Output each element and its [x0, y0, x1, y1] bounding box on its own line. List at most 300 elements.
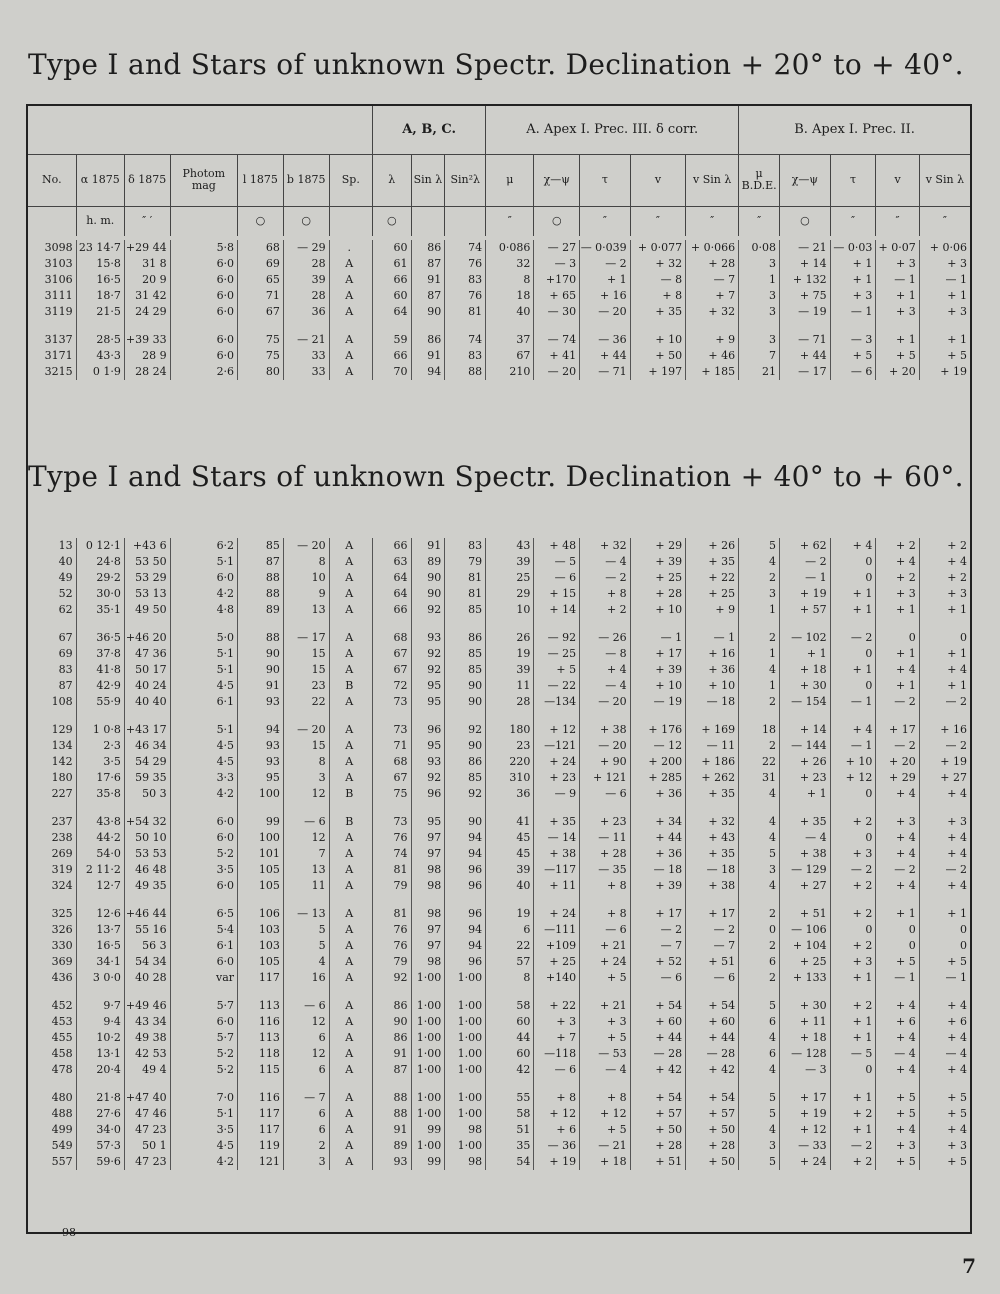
cell: 81 — [372, 862, 411, 878]
cell: 15 — [283, 646, 329, 662]
cell: 31 42 — [124, 288, 170, 304]
cell: 92 — [445, 786, 486, 802]
unit-6 — [329, 206, 372, 236]
cell: + 5 — [919, 1106, 970, 1122]
cell: 31 8 — [124, 256, 170, 272]
cell: 6 — [486, 922, 534, 938]
cell: 41 — [486, 814, 534, 830]
cell: 91 — [238, 678, 284, 694]
cell: + 44 — [780, 348, 831, 364]
cell: + 28 — [630, 586, 685, 602]
cell: 452 — [51, 999, 73, 1012]
cell: 95 — [411, 678, 445, 694]
table-row — [28, 906, 970, 922]
cell: + 1 — [580, 272, 631, 288]
cell: + 2 — [830, 1106, 876, 1122]
cell: + 52 — [630, 954, 685, 970]
cell: 1·00 — [411, 1138, 445, 1154]
cell: 12·7 — [76, 878, 124, 894]
cell: A — [329, 862, 372, 878]
cell: — 33 — [780, 1138, 831, 1154]
cell: 98 — [445, 1154, 486, 1170]
table-row — [28, 538, 970, 554]
cell: 90 — [445, 694, 486, 710]
cell: — 20 — [283, 722, 329, 738]
cell: 65 — [238, 272, 284, 288]
col-header-4: l 1875 — [238, 154, 284, 206]
cell: + 39 — [630, 878, 685, 894]
cell: + 2 — [919, 538, 970, 554]
cell: 21 — [739, 364, 780, 380]
cell: 43 34 — [124, 1014, 170, 1030]
cell: 28 — [283, 256, 329, 272]
cell: — 71 — [580, 364, 631, 380]
cell: 4 — [739, 1122, 780, 1138]
cell: + 28 — [630, 1138, 685, 1154]
cell: + 25 — [534, 954, 580, 970]
cell: 21·8 — [76, 1090, 124, 1106]
cell: 91 — [411, 272, 445, 288]
cell: + 6 — [919, 1014, 970, 1030]
cell: + 16 — [919, 722, 970, 738]
cell: 6·0 — [170, 288, 237, 304]
cell: 85 — [445, 770, 486, 786]
cell: — 7 — [686, 938, 739, 954]
cell: 0·08 — [739, 240, 780, 256]
row-gap — [28, 986, 970, 998]
cell: — 9 — [534, 786, 580, 802]
cell: — 36 — [580, 332, 631, 348]
table-row — [28, 348, 970, 364]
cell: +140 — [534, 970, 580, 986]
cell: 4 — [739, 554, 780, 570]
cell: 19 — [486, 906, 534, 922]
cell: + 5 — [919, 954, 970, 970]
cell: 7 — [739, 348, 780, 364]
col-header-11: χ—ψ — [534, 154, 580, 206]
cell: 40 24 — [124, 678, 170, 694]
cell: + 4 — [919, 662, 970, 678]
cell: 0 — [830, 830, 876, 846]
cell: 54 — [486, 1154, 534, 1170]
cell: — 92 — [534, 630, 580, 646]
table-row — [28, 938, 970, 954]
col-header-14: v Sin λ — [686, 154, 739, 206]
cell: 11 — [283, 878, 329, 894]
cell: 66 — [372, 602, 411, 618]
cell: 98 — [411, 862, 445, 878]
cell: 4·5 — [170, 738, 237, 754]
cell: + 25 — [780, 954, 831, 970]
cell: + 3 — [876, 586, 919, 602]
cell: + 5 — [580, 970, 631, 986]
col-header-7: λ — [373, 154, 412, 206]
cell: 76 — [445, 256, 486, 272]
cell: + 32 — [580, 538, 631, 554]
cell: + 11 — [780, 1014, 831, 1030]
cell: 6 — [283, 1106, 329, 1122]
cell: + 1 — [830, 586, 876, 602]
cell: 16·5 — [76, 938, 124, 954]
cell: 1 — [739, 646, 780, 662]
cell: A — [329, 1062, 372, 1078]
cell: 92 — [411, 770, 445, 786]
cell: + 35 — [686, 846, 739, 862]
cell: — 3 — [534, 256, 580, 272]
cell: 369 — [51, 955, 73, 968]
cell: 28 24 — [124, 364, 170, 380]
cell: 5·2 — [170, 846, 237, 862]
cell: 2 — [739, 570, 780, 586]
cell: — 2 — [830, 630, 876, 646]
cell: 237 — [51, 815, 73, 828]
cell: — 21 — [780, 240, 831, 256]
cell: 4 — [739, 1062, 780, 1078]
cell: — 20 — [580, 738, 631, 754]
cell: 73 — [372, 814, 411, 830]
row-gap — [28, 1078, 970, 1090]
cell: + 3 — [919, 1138, 970, 1154]
cell: + 5 — [919, 1154, 970, 1170]
cell: 50 3 — [124, 786, 170, 802]
cell: 98 — [445, 1122, 486, 1138]
cell: 90 — [445, 678, 486, 694]
cell: 3 — [739, 288, 780, 304]
table-row — [28, 630, 970, 646]
cell: 91 — [411, 348, 445, 364]
cell: 5·4 — [170, 922, 237, 938]
cell: + 17 — [630, 906, 685, 922]
cell: 3 — [739, 1138, 780, 1154]
cell: + 10 — [630, 602, 685, 618]
unit-15: ″ — [739, 206, 780, 236]
col-header-2: δ 1875 — [124, 154, 170, 206]
cell: 36·5 — [76, 630, 124, 646]
table-row — [28, 364, 970, 380]
cell: 103 — [238, 922, 284, 938]
cell: + 2 — [830, 906, 876, 922]
cell: 100 — [238, 830, 284, 846]
cell: 9 — [283, 586, 329, 602]
cell: 41·8 — [76, 662, 124, 678]
table-row — [28, 1030, 970, 1046]
cell: 79 — [372, 878, 411, 894]
cell: + 17 — [876, 722, 919, 738]
cell: — 144 — [780, 738, 831, 754]
col-header-19: v Sin λ — [919, 154, 970, 206]
cell: 50 1 — [124, 1138, 170, 1154]
cell: 68 — [238, 240, 284, 256]
cell: + 60 — [630, 1014, 685, 1030]
cell: +43 6 — [124, 538, 170, 554]
cell: 6·0 — [170, 878, 237, 894]
cell: + 1 — [876, 332, 919, 348]
cell: 27·6 — [76, 1106, 124, 1122]
cell: — 20 — [580, 304, 631, 320]
cell: + 12 — [534, 1106, 580, 1122]
table-row — [28, 770, 970, 786]
cell: 94 — [411, 364, 445, 380]
table-row — [28, 272, 970, 288]
cell: 5·2 — [170, 1062, 237, 1078]
cell: + 50 — [630, 1122, 685, 1138]
cell: A — [329, 938, 372, 954]
row-gap — [28, 710, 970, 722]
cell: 92 — [411, 662, 445, 678]
cell: 436 — [51, 971, 73, 984]
cell: 4·5 — [170, 754, 237, 770]
cell: 94 — [445, 938, 486, 954]
cell: 96 — [445, 906, 486, 922]
cell: 83 — [445, 538, 486, 554]
cell: — 2 — [686, 922, 739, 938]
cell: 36 — [486, 786, 534, 802]
cell: 0 — [830, 678, 876, 694]
cell: 5 — [739, 1106, 780, 1122]
cell: +49 46 — [124, 998, 170, 1014]
cell: 13 — [58, 539, 73, 552]
cell: 8 — [486, 272, 534, 288]
col-header-17: τ — [830, 154, 876, 206]
cell: 499 — [51, 1123, 73, 1136]
cell: 2 — [739, 694, 780, 710]
cell: 5·7 — [170, 1030, 237, 1046]
cell: 92 — [411, 646, 445, 662]
cell: 17·6 — [76, 770, 124, 786]
cell: + 36 — [686, 662, 739, 678]
cell: + 4 — [876, 1030, 919, 1046]
cell: 0 — [919, 630, 970, 646]
cell: 1 — [739, 272, 780, 288]
cell: — 17 — [780, 364, 831, 380]
cell: A — [329, 304, 372, 320]
cell: 75 — [238, 332, 284, 348]
cell: 90 — [238, 662, 284, 678]
cell: 3 — [739, 256, 780, 272]
cell: — 30 — [534, 304, 580, 320]
cell: —134 — [534, 694, 580, 710]
cell: 76 — [372, 922, 411, 938]
cell: 42·9 — [76, 678, 124, 694]
cell: 3 — [283, 770, 329, 786]
cell: + 5 — [876, 1090, 919, 1106]
cell: 16 — [283, 970, 329, 986]
cell: 98 — [411, 906, 445, 922]
cell: + 32 — [686, 304, 739, 320]
cell: — 8 — [580, 646, 631, 662]
cell: 50 10 — [124, 830, 170, 846]
cell: 68 — [372, 754, 411, 770]
cell: — 4 — [780, 830, 831, 846]
cell: + 5 — [876, 954, 919, 970]
cell: + 4 — [876, 846, 919, 862]
cell: + 1 — [830, 272, 876, 288]
cell: 3171 — [44, 349, 73, 362]
cell: 6·2 — [170, 538, 237, 554]
cell: + 35 — [686, 786, 739, 802]
cell: 34·0 — [76, 1122, 124, 1138]
col-header-5: b 1875 — [283, 154, 329, 206]
cell: 5·8 — [170, 240, 237, 256]
cell: 90 — [411, 570, 445, 586]
cell: 18 — [739, 722, 780, 738]
cell: 92 — [411, 602, 445, 618]
cell: + 2 — [830, 814, 876, 830]
cell: + 1 — [780, 786, 831, 802]
cell: + 5 — [580, 1122, 631, 1138]
cell: 94 — [445, 922, 486, 938]
group-blank — [28, 106, 373, 154]
cell: 66 — [372, 538, 411, 554]
cell: + 42 — [686, 1062, 739, 1078]
cell: + 26 — [780, 754, 831, 770]
cell: + 39 — [630, 554, 685, 570]
cell: + 38 — [534, 846, 580, 862]
cell: + 30 — [780, 678, 831, 694]
cell: 67 — [372, 662, 411, 678]
group-b: B. Apex I. Prec. II. — [739, 106, 970, 154]
unit-8 — [411, 206, 445, 236]
table-row — [28, 1138, 970, 1154]
cell: + 104 — [780, 938, 831, 954]
cell: A — [329, 1030, 372, 1046]
cell: 88 — [238, 586, 284, 602]
cell: — 20 — [580, 694, 631, 710]
cell: — 35 — [580, 862, 631, 878]
cell: var — [170, 970, 237, 986]
cell: + 4 — [876, 998, 919, 1014]
title-middle: Type I and Stars of unknown Spectr. Declination + 40° to + 60°. — [28, 460, 964, 493]
cell: 12·6 — [76, 906, 124, 922]
cell: 142 — [51, 755, 73, 768]
cell: + 15 — [534, 586, 580, 602]
cell: + 19 — [780, 586, 831, 602]
cell: 53 50 — [124, 554, 170, 570]
cell: 72 — [372, 678, 411, 694]
cell: + 12 — [580, 1106, 631, 1122]
cell: + 50 — [686, 1122, 739, 1138]
cell: + 8 — [580, 906, 631, 922]
cell: B — [329, 786, 372, 802]
cell: — 18 — [686, 694, 739, 710]
cell: + 54 — [686, 1090, 739, 1106]
cell: 5 — [739, 1154, 780, 1170]
cell: — 14 — [534, 830, 580, 846]
cell: — 2 — [830, 1138, 876, 1154]
cell: 4·2 — [170, 586, 237, 602]
cell: +170 — [534, 272, 580, 288]
cell: 5 — [739, 538, 780, 554]
cell: 15 — [283, 738, 329, 754]
cell: A — [329, 602, 372, 618]
row-gap — [28, 802, 970, 814]
table-row — [28, 954, 970, 970]
cell: — 29 — [283, 240, 329, 256]
page-number: 7 — [962, 1254, 976, 1278]
cell: + 1 — [876, 602, 919, 618]
cell: 75 — [372, 786, 411, 802]
cell: 83 — [58, 663, 73, 676]
cell: — 27 — [534, 240, 580, 256]
cell: 1·00 — [411, 1046, 445, 1062]
cell: 69 — [238, 256, 284, 272]
cell: A — [329, 332, 372, 348]
cell: + 2 — [830, 998, 876, 1014]
cell: 5 — [283, 922, 329, 938]
cell: + 0·066 — [686, 240, 739, 256]
cell: + 1 — [919, 678, 970, 694]
cell: 88 — [238, 570, 284, 586]
cell: + 3 — [876, 1138, 919, 1154]
cell: 0 12·1 — [76, 538, 124, 554]
cell: + 22 — [534, 998, 580, 1014]
cell: + 4 — [876, 1062, 919, 1078]
cell: 76 — [372, 830, 411, 846]
cell: +29 44 — [124, 240, 170, 256]
cell: — 11 — [580, 830, 631, 846]
cell: 53 13 — [124, 586, 170, 602]
cell: A — [329, 538, 372, 554]
cell: 1·00 — [411, 998, 445, 1014]
cell: + 4 — [919, 830, 970, 846]
cell: 74 — [372, 846, 411, 862]
cell: 97 — [411, 922, 445, 938]
cell: A — [329, 998, 372, 1014]
cell: — 5 — [534, 554, 580, 570]
cell: — 1 — [919, 970, 970, 986]
cell: 86 — [372, 998, 411, 1014]
cell: 79 — [445, 554, 486, 570]
cell: 3 — [739, 304, 780, 320]
cell: 119 — [238, 1138, 284, 1154]
cell: + 1 — [830, 970, 876, 986]
cell: 4 — [739, 1030, 780, 1046]
cell: 6·1 — [170, 694, 237, 710]
cell: 91 — [372, 1046, 411, 1062]
cell: 4·2 — [170, 1154, 237, 1170]
cell: 238 — [51, 831, 73, 844]
cell: 35 — [486, 1138, 534, 1154]
cell: — 28 — [630, 1046, 685, 1062]
cell: 5·1 — [170, 662, 237, 678]
cell: 64 — [372, 304, 411, 320]
cell: 0 — [830, 922, 876, 938]
col-header-8: Sin λ — [411, 154, 445, 206]
cell: 96 — [445, 954, 486, 970]
cell: 13 — [283, 602, 329, 618]
cell: 113 — [238, 1030, 284, 1046]
cell: + 5 — [876, 1106, 919, 1122]
cell: + 39 — [630, 662, 685, 678]
cell: + 1 — [919, 602, 970, 618]
cell: + 24 — [580, 954, 631, 970]
cell: + 9 — [686, 602, 739, 618]
cell: 3·5 — [76, 754, 124, 770]
cell: — 18 — [630, 862, 685, 878]
cell: 85 — [445, 602, 486, 618]
cell: 29·2 — [76, 570, 124, 586]
cell: 6·0 — [170, 1014, 237, 1030]
cell: —117 — [534, 862, 580, 878]
cell: 45 — [486, 830, 534, 846]
cell: 57 — [486, 954, 534, 970]
cell: 478 — [51, 1063, 73, 1076]
cell: — 2 — [580, 570, 631, 586]
cell: + 1 — [919, 906, 970, 922]
cell: + 16 — [686, 646, 739, 662]
cell: + 19 — [534, 1154, 580, 1170]
cell: + 5 — [876, 1154, 919, 1170]
